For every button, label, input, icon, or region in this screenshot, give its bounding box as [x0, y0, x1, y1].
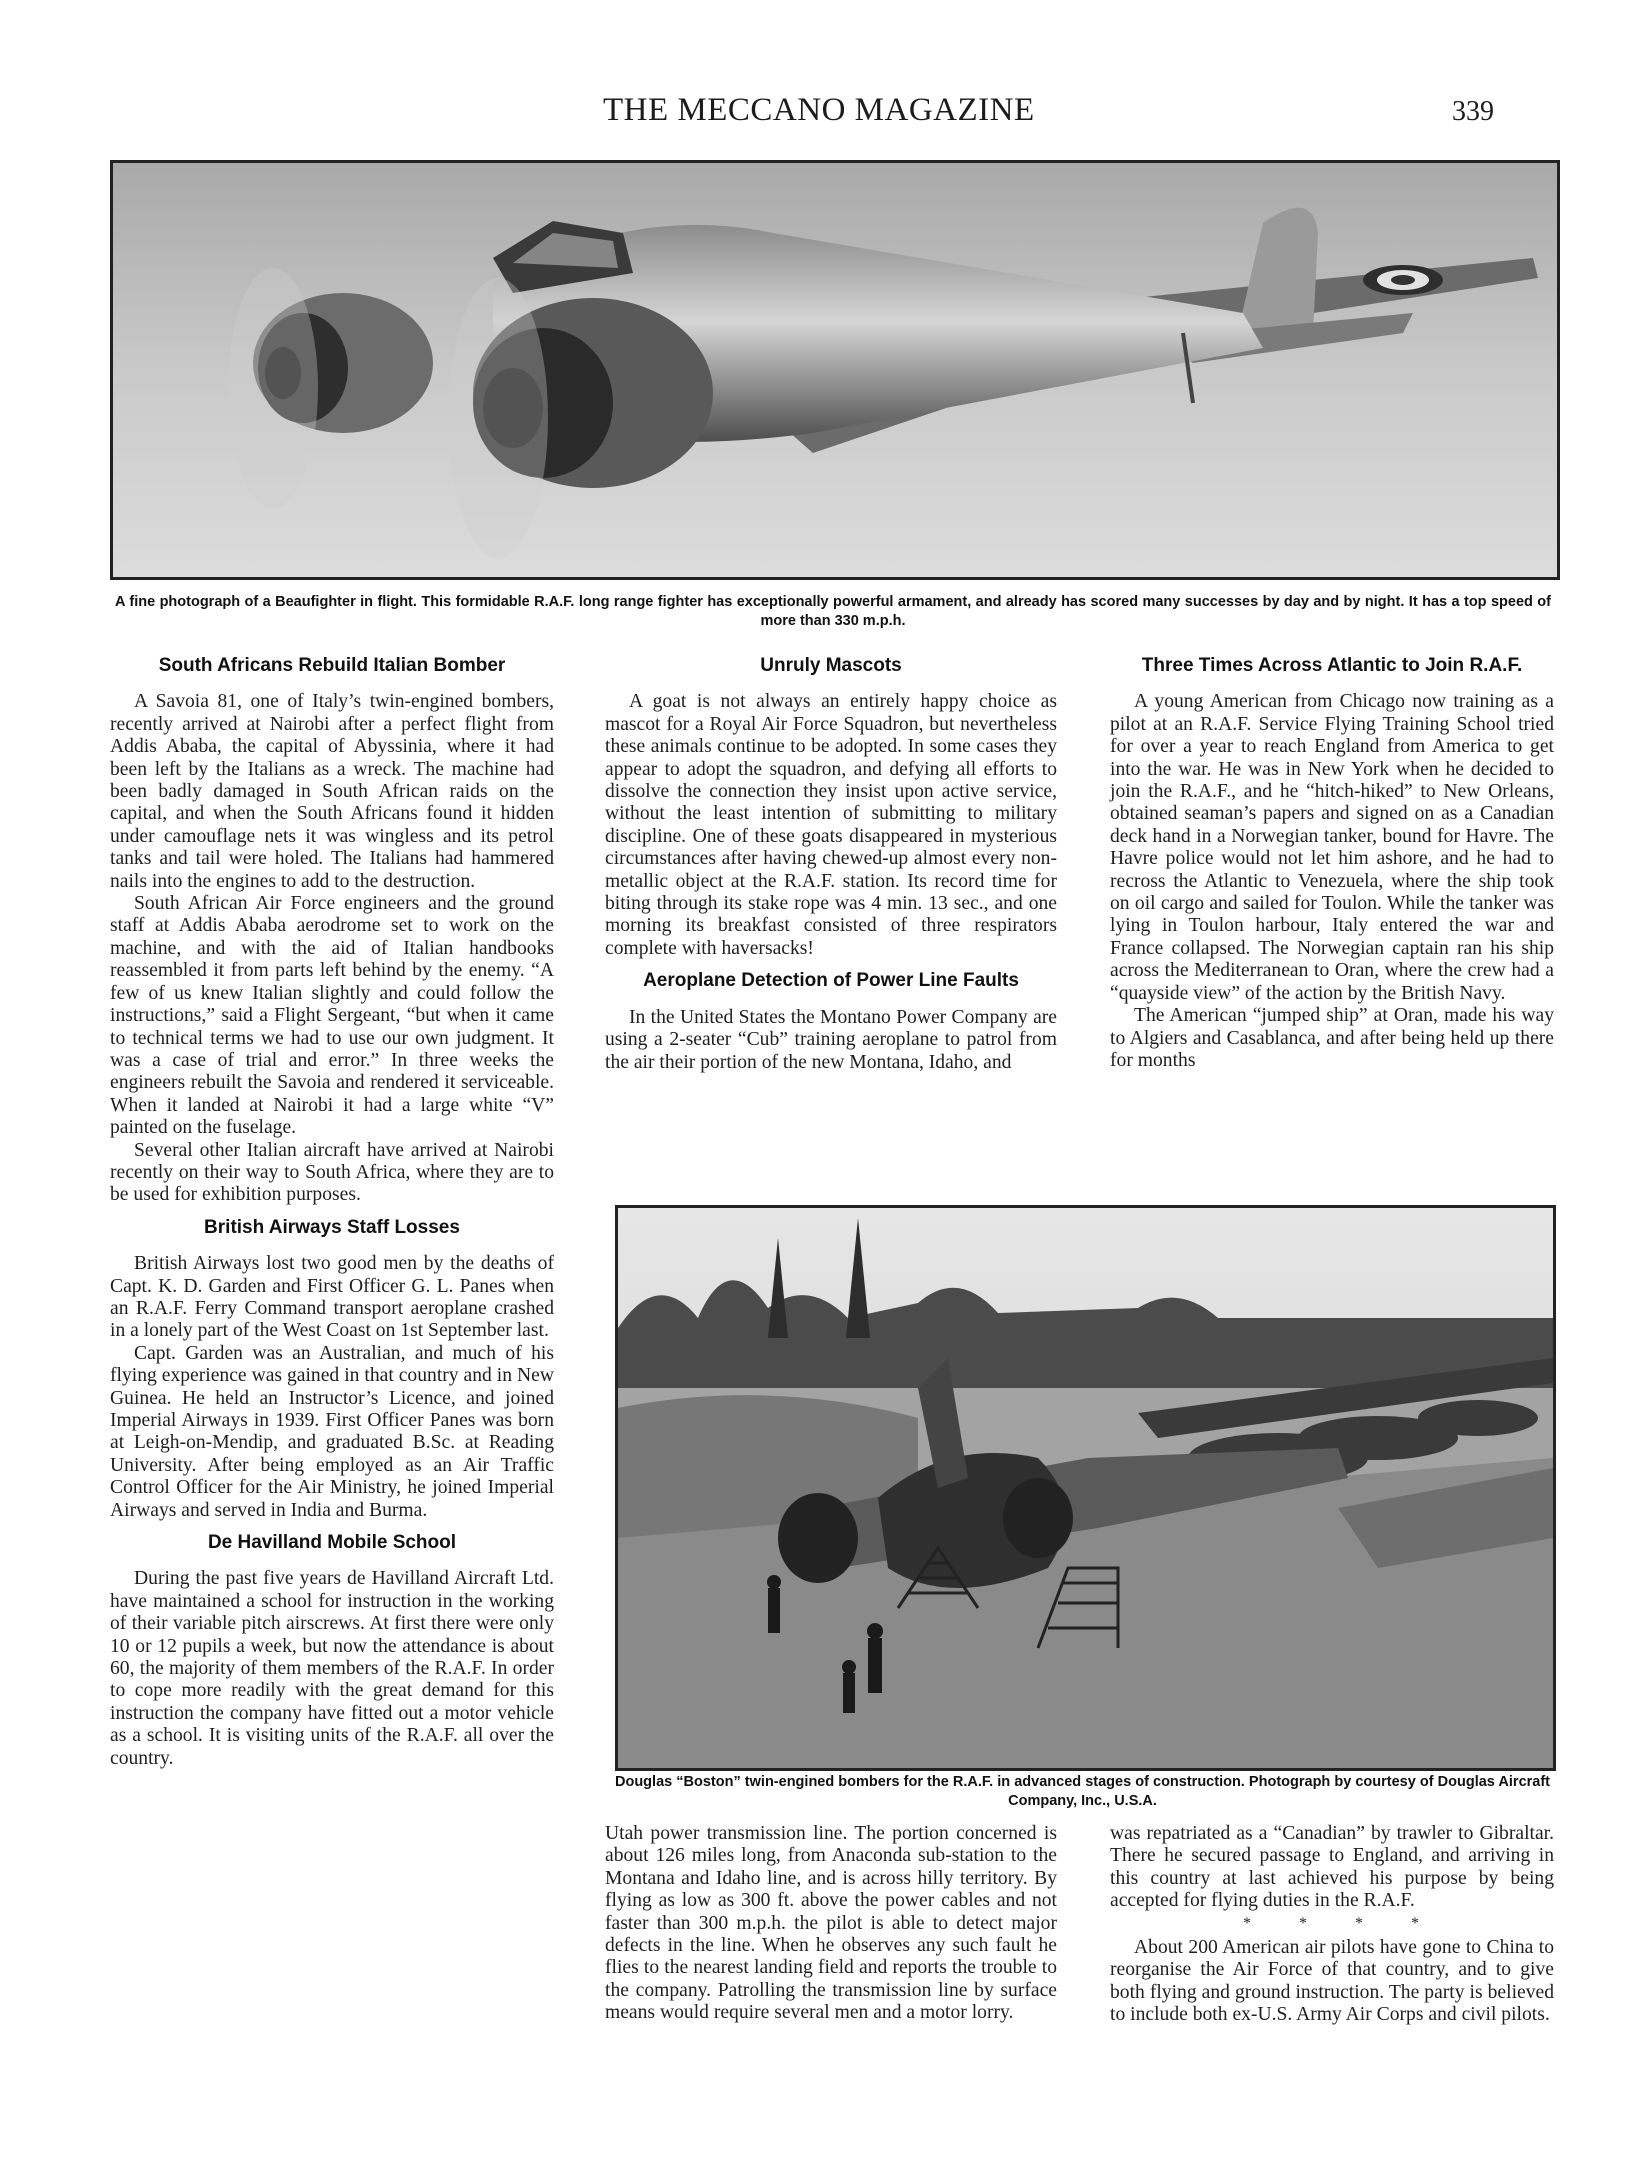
boston-caption: Douglas “Boston” twin-engined bombers for the R.A.F. in advanced stages of construction. Photograph by courtesy of Douglas Aircraft Company, Inc., U.S.A. — [615, 1774, 1550, 1809]
paragraph: The American “jumped ship” at Oran, made his way to Algiers and Casablanca, and after being held up there for months — [1110, 1005, 1554, 1071]
beaufighter-photo — [110, 160, 1560, 580]
column-right-bottom — [1110, 1823, 1554, 2027]
heading-south-africans: South Africans Rebuild Italian Bomber — [158, 655, 506, 676]
paragraph: was repatriated as a “Canadian” by trawler to Gibraltar. There he secured passage to England, and arriving in this country at last achieved his purpose by being accepted for flying duties in the R.A.F. — [1110, 1823, 1554, 1912]
paragraph: Several other Italian aircraft have arrived at Nairobi recently on their way to South Africa, where they are to be used for exhibition purposes. — [110, 1139, 554, 1206]
paragraph: During the past five years de Havilland Aircraft Ltd. have maintained a school for instruction in the working of their variable pitch airscrews. At first there were only 10 or 12 pupils a week, but now the attendance is about 60, the majority of them members of the R.A.F. In order to cope more readily with the great demand for this instruction the company have fitted out a motor vehicle as a school. It is visiting units of the R.A.F. all over the country. — [110, 1568, 554, 1769]
page-number: 339 — [1452, 96, 1494, 127]
beaufighter-caption: A fine photograph of a Beaufighter in flight. This formidable R.A.F. long range fighter has exceptionally powerful armament, and already has scored many successes by day and by night. It has a top speed of more than 330 m.p.h. — [115, 594, 1551, 629]
paragraph: A goat is not always an entirely happy choice as mascot for a Royal Air Force Squadron, but nevertheless these animals continue to be adopted. In some cases they appear to adopt the squadron, and defying all efforts to dissolve the connection they insist upon active service, without the least intention of submitting to military discipline. One of these goats disappeared in mysterious circumstances after having chewed-up almost every non-metallic object at the R.A.F. station. Its record time for biting through its stake rope was 4 min. 13 sec., and one morning its breakfast consisted of three respirators complete with haversacks! — [605, 691, 1057, 959]
column-middle-top — [605, 655, 1057, 1074]
paragraph: Utah power transmission line. The portion concerned is about 126 miles long, from Anaconda sub-station to the Montana and Idaho line, and is across hilly territory. By flying as low as 300 ft. above the power cables and not faster than 300 m.p.h. the pilot is able to detect major defects in the line. When he observes any such fault he flies to the nearest landing field and reports the trouble to the company. Patrolling the transmission line by surface means would require several men and a motor lorry. — [605, 1823, 1057, 2024]
heading-three-times-atlantic: Three Times Across Atlantic to Join R.A.F. — [1141, 655, 1523, 676]
paragraph: South African Air Force engineers and the ground staff at Addis Ababa aerodrome set to work on the machine, and with the aid of Italian handbooks reassembled it from parts left behind by the enemy. “A few of us knew Italian slightly and could follow the instructions,” said a Flight Sergeant, “but when it came to technical terms we had to use our own judgment. It was a case of trial and error.” In three weeks the engineers rebuilt the Savoia and rendered it serviceable. When it landed at Nairobi it had a large white “V” painted on the fuselage. — [110, 893, 554, 1139]
paragraph: Capt. Garden was an Australian, and much of his flying experience was gained in that country and in New Guinea. He held an Instructor’s Licence, and joined Imperial Airways in 1939. First Officer Panes was born at Leigh-on-Mendip, and graduated B.Sc. at Reading University. After being employed as an Air Traffic Control Officer for the Air Ministry, he joined Imperial Airways and served in India and Burma. — [110, 1342, 554, 1521]
column-right-top — [1110, 655, 1554, 1072]
heading-power-line-detection: Aeroplane Detection of Power Line Faults — [643, 970, 1019, 992]
paragraph: A Savoia 81, one of Italy’s twin-engined bombers, recently arrived at Nairobi after a perfect flight from Addis Ababa, the capital of Abyssinia, where it had been left by the Italians as a wreck. The machine had been badly damaged in South African raids on the capital, and when the South Africans found it hidden under camouflage nets it was wingless and its petrol tanks and tail were holed. The Italians had hammered nails into the engines to add to the destruction. — [110, 691, 554, 892]
magazine-title: THE MECCANO MAGAZINE — [603, 92, 1035, 128]
column-left — [110, 655, 554, 1770]
paragraph: A young American from Chicago now training as a pilot at an R.A.F. Service Flying Training School tried for over a year to reach England from America to get into the war. He was in New York when he decided to join the R.A.F., and he “hitch-hiked” to New Orleans, obtained seaman’s papers and signed on as a Canadian deck hand in a Norwegian tanker, bound for Havre. The Havre police would not let him ashore, and he had to recross the Atlantic to Venezuela, where the ship took on oil cargo and sailed for Toulon. While the tanker was lying in Toulon harbour, Italy entered the war and France collapsed. The Norwegian captain ran his ship across the Mediterranean to Oran, where the crew had a “quayside view” of the action by the British Navy. — [1110, 691, 1554, 1004]
paragraph: In the United States the Montano Power Company are using a 2-seater “Cub” training aeroplane to patrol from the air their portion of the new Montana, Idaho, and — [605, 1006, 1057, 1073]
heading-unruly-mascots: Unruly Mascots — [760, 655, 902, 676]
paragraph: About 200 American air pilots have gone to China to reorganise the Air Force of that country, and to give both flying and ground instruction. The party is believed to include both ex-U.S. Army Air Corps and civil pilots. — [1110, 1937, 1554, 2026]
boston-bombers-photo — [615, 1205, 1556, 1771]
section-separator: * * * * — [1243, 1914, 1441, 1932]
heading-de-havilland: De Havilland Mobile School — [207, 1532, 457, 1554]
column-middle-bottom — [605, 1823, 1057, 2025]
paragraph: British Airways lost two good men by the deaths of Capt. K. D. Garden and First Officer G. L. Panes when an R.A.F. Ferry Command transport aeroplane crashed in a lonely part of the West Coast on 1st September last. — [110, 1253, 554, 1342]
heading-british-airways: British Airways Staff Losses — [204, 1216, 460, 1238]
